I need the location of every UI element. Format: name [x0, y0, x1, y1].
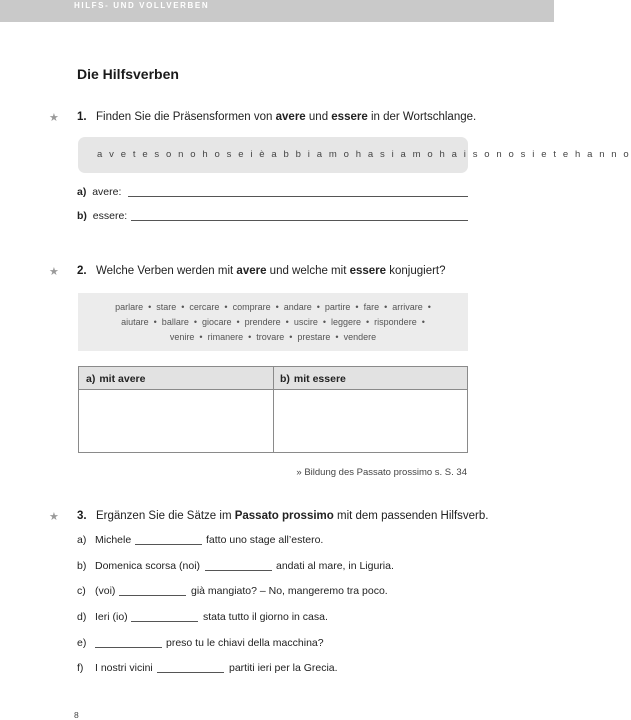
- exercise-2-number: 2.: [77, 265, 87, 277]
- table-cell-avere[interactable]: [79, 391, 273, 452]
- sentence-d-start: Ieri (io): [95, 611, 128, 623]
- page-number: 8: [74, 710, 79, 720]
- exercise-3-number: 3.: [77, 510, 87, 522]
- sentence-e-blank[interactable]: [95, 647, 162, 648]
- table-cell-essere[interactable]: [274, 391, 467, 452]
- word-snake: a v e t e s o n o h o s e i è a b b i a m o h a s i a m o h a i s o n o s i e t e h a n n o: [97, 149, 631, 160]
- sentence-a-end: fatto uno stage all’estero.: [206, 534, 324, 546]
- sentence-b-blank[interactable]: [205, 570, 272, 571]
- sentence-c-end: già mangiato? – No, mangeremo tra poco.: [191, 585, 388, 597]
- verb-sort-table: [78, 366, 468, 453]
- sentence-a-key: a): [77, 534, 87, 546]
- sentence-c-blank[interactable]: [119, 595, 186, 596]
- verb-list-line: parlare • stare • cercare • comprare • andare • partire • fare • arrivare •: [115, 302, 431, 312]
- sentence-a-blank[interactable]: [135, 544, 202, 545]
- difficulty-star-icon: ★: [49, 511, 59, 523]
- table-header-avere: a) mit avere: [86, 373, 146, 385]
- exercise-1-number: 1.: [77, 111, 87, 123]
- table-header-essere: b) mit essere: [280, 373, 346, 385]
- sentence-b-end: andati al mare, in Liguria.: [276, 560, 394, 572]
- sentence-f-key: f): [77, 662, 84, 674]
- verb-list-line: venire • rimanere • trovare • prestare • vendere: [169, 332, 377, 342]
- grammar-reference: » Bildung des Passato prossimo s. S. 34: [296, 467, 467, 478]
- difficulty-star-icon: ★: [49, 266, 59, 278]
- sentence-b-start: Domenica scorsa (noi): [95, 560, 201, 572]
- sentence-c-key: c): [77, 585, 86, 597]
- sentence-a-start: Michele: [95, 534, 132, 546]
- exercise-3-instruction: Ergänzen Sie die Sätze im Passato prossimo mit dem passenden Hilfsverb.: [96, 510, 489, 522]
- verb-list-line: aiutare • ballare • giocare • prendere • uscire • leggere • rispondere •: [121, 317, 425, 327]
- running-header-title: HILFS- UND VOLLVERBEN: [74, 1, 210, 10]
- sentence-f-start: I nostri vicini: [95, 662, 153, 674]
- answer-b-line[interactable]: [131, 220, 468, 221]
- difficulty-star-icon: ★: [49, 112, 59, 124]
- exercise-1-instruction: Finden Sie die Präsensformen von avere und essere in der Wortschlange.: [96, 111, 477, 123]
- sentence-e-end: preso tu le chiavi della macchina?: [166, 637, 324, 649]
- exercise-2-instruction: Welche Verben werden mit avere und welche mit essere konjugiert?: [96, 265, 446, 277]
- sentence-d-end: stata tutto il giorno in casa.: [203, 611, 328, 623]
- sentence-f-end: partiti ieri per la Grecia.: [229, 662, 338, 674]
- answer-a-label: a) avere:: [77, 186, 122, 198]
- sentence-d-blank[interactable]: [131, 621, 198, 622]
- sentence-c-start: (voi): [95, 585, 116, 597]
- section-title: Die Hilfsverben: [77, 66, 179, 82]
- sentence-e-key: e): [77, 637, 87, 649]
- answer-a-line[interactable]: [128, 196, 468, 197]
- answer-b-label: b) essere:: [77, 210, 128, 222]
- sentence-b-key: b): [77, 560, 87, 572]
- sentence-d-key: d): [77, 611, 87, 623]
- sentence-f-blank[interactable]: [157, 672, 224, 673]
